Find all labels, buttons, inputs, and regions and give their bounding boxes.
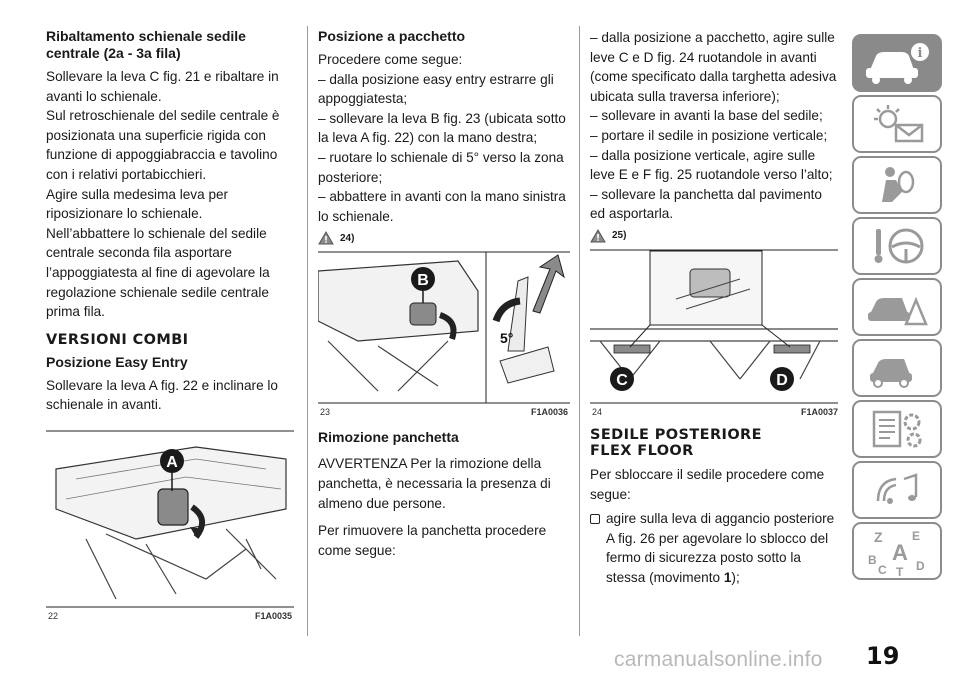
page-number: 19: [866, 642, 900, 670]
chapter-sidebar: [852, 34, 942, 583]
heading-bench-removal: Rimozione panchetta: [318, 429, 459, 446]
callout-letter-b: B: [417, 272, 429, 290]
figure-caption: [46, 611, 294, 621]
heading-easy-entry: Posizione Easy Entry: [46, 353, 188, 370]
steering-wheel-icon[interactable]: [852, 217, 942, 275]
watermark: carmanualsonline.info: [614, 648, 823, 671]
paragraph-fold-instructions: Sollevare la leva C fig. 21 e ribaltare in avanti lo schienale. Sul retroschienale del sedile centrale è posizionata una superficie rigida con funzione di appoggiabraccia e tavolino con i relativi portabicchieri. Agire sulla medesima leva per riposizionare lo schienale. Nell’abbattere lo schienale del sedile centrale seconda fila asportare l’appoggiatesta al fine di agevolare la regolazione schienale sedile centrale prima fila.: [46, 69, 280, 320]
angle-label: 5°: [500, 330, 514, 347]
callout-letter-d: D: [776, 371, 788, 389]
paragraph-removal-intro: Per rimuovere la panchetta procedere come segue:: [318, 523, 547, 558]
car-info-icon[interactable]: [852, 34, 942, 92]
warning-icon: [318, 231, 334, 245]
paragraph-unlock-intro: Per sbloccare il sedile procedere come segue:: [590, 466, 825, 502]
section-title-combi: VERSIONI COMBI: [46, 331, 189, 348]
figure-number: 22: [48, 610, 59, 621]
column-3: [590, 28, 840, 588]
bullet-text: agire sulla leva di aggancio posteriore A fig. 26 per agevolare lo sblocco del fermo di sicurezza posto sotto la stessa (movimento 1);: [606, 511, 835, 585]
svg-text:E: E: [912, 529, 921, 543]
settings-list-icon[interactable]: [852, 400, 942, 458]
seat-levers-c-d-illustration: [590, 249, 838, 405]
multimedia-icon[interactable]: [852, 461, 942, 519]
column-1: [46, 28, 294, 621]
heading-seat-backrest-fold: Ribaltamento schienale sedile centrale (2a - 3a fila): [46, 28, 246, 61]
bullet-checkbox-icon: [590, 514, 600, 524]
seat-lever-a-illustration: [46, 429, 294, 609]
list-item: [590, 509, 840, 587]
svg-text:B: B: [868, 553, 877, 567]
section-title-flex-floor: SEDILE POSTERIORE FLEX FLOOR: [590, 426, 762, 459]
figure-23: [318, 251, 570, 417]
callout-letter-c: C: [616, 371, 628, 389]
figure-code: F1A0035: [254, 610, 292, 621]
warning-reference: [590, 229, 840, 243]
safety-airbag-icon[interactable]: [852, 156, 942, 214]
warning-ref-label: 25): [612, 230, 627, 242]
figure-caption: [318, 407, 570, 417]
svg-text:i: i: [917, 46, 923, 61]
paragraph-easy-entry: Sollevare la leva A fig. 22 e inclinare lo schienale in avanti.: [46, 377, 278, 413]
seat-lever-b-illustration: [318, 251, 570, 405]
column-divider: [307, 26, 308, 636]
callout-letter-a: A: [166, 453, 178, 471]
figure-number: 24: [592, 406, 603, 417]
figure-24: [590, 249, 840, 417]
figure-code: F1A0036: [530, 407, 568, 418]
warning-icon: [590, 229, 606, 243]
figure-number: 23: [320, 407, 331, 418]
paragraph-removal-steps: – dalla posizione a pacchetto, agire sulle leve C e D fig. 24 ruotandole in avanti (come specificato dalla targhetta adesiva ubicata sulla traversa inferiore); – sollevare in avanti la base del sedile; – portare il sedile in posizione verticale; – dalla posizione verticale, agire sulle leve E e F fig. 25 ruotandole verso l’alto; – sollevare la panchetta dal pavimento ed asportarla.: [590, 30, 837, 222]
svg-text:D: D: [916, 559, 925, 573]
warning-lights-icon[interactable]: [852, 95, 942, 153]
warning-reference: [318, 231, 570, 245]
figure-caption: [590, 407, 840, 417]
paragraph-package-steps: Procedere come segue: – dalla posizione easy entry estrarre gli appoggiatesta; – sollevare la leva B fig. 23 (ubicata sotto la leva A fig. 22) con la mano destra; – ruotare lo schienale di 5° verso la zona posteriore; – abbattere in avanti con la mano sinistra lo schienale.: [318, 52, 566, 224]
svg-text:T: T: [896, 565, 904, 576]
figure-code: F1A0037: [800, 406, 838, 417]
heading-package-position: Posizione a pacchetto: [318, 28, 466, 44]
column-divider: [579, 26, 580, 636]
paragraph-warning-two-people: AVVERTENZA Per la rimozione della panchetta, è necessaria la presenza di almeno due persone.: [318, 456, 551, 511]
warning-ref-label: 24): [340, 232, 355, 244]
svg-text:Z: Z: [874, 529, 883, 545]
maintenance-icon[interactable]: [852, 339, 942, 397]
svg-text:C: C: [878, 563, 887, 576]
index-icon[interactable]: [852, 522, 942, 580]
figure-22: [46, 429, 294, 621]
emergency-icon[interactable]: [852, 278, 942, 336]
column-2: [318, 28, 570, 565]
svg-text:A: A: [892, 540, 908, 565]
